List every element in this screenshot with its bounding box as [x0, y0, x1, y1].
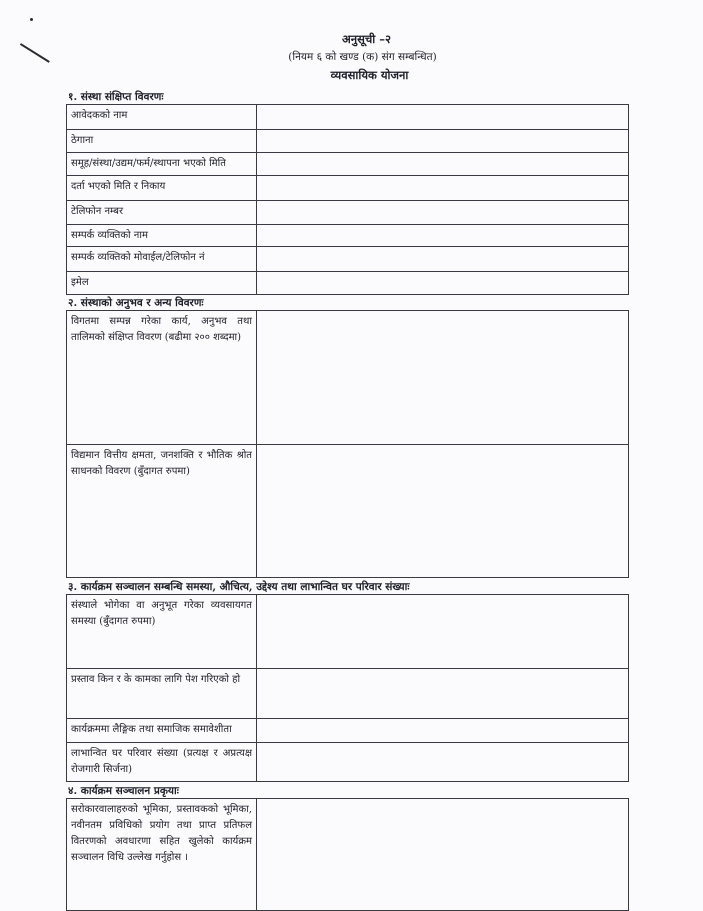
contact-mobile-field[interactable] — [257, 247, 629, 272]
row-label: सरोकारवालाहरुको भूमिका, प्रस्तावकको भूमिका, नवीनतम प्रविधिको प्रयोग तथा प्राप्त प्रतिफल वितरणको अवधारणा सहित खुलेको कार्यक्रम सञ्चालन विधि उल्लेख गर्नुहोस । — [67, 799, 257, 911]
problems-field[interactable] — [257, 595, 629, 669]
registration-field[interactable] — [257, 176, 629, 201]
capacity-field[interactable] — [257, 445, 629, 578]
row-label: ठेगाना — [67, 130, 257, 153]
section-1-title: १. संस्था संक्षिप्त विवरणः — [68, 91, 164, 103]
row-label: टेलिफोन नम्बर — [67, 201, 257, 225]
row-label: समूह/संस्था/उद्यम/फर्म/स्थापना भएको मिति — [67, 153, 257, 176]
row-label: विद्यमान वित्तीय क्षमता, जनशक्ति र भौतिक श्रोत साधनको विवरण (बुँदागत रुपमा) — [67, 445, 257, 578]
section-2-table — [66, 310, 629, 578]
operation-method-field[interactable] — [257, 799, 629, 911]
establishment-date-field[interactable] — [257, 153, 629, 176]
telephone-field[interactable] — [257, 201, 629, 225]
scan-mark-dot — [30, 18, 33, 21]
row-label: दर्ता भएको मिति र निकाय — [67, 176, 257, 201]
row-label: कार्यक्रममा लैङ्गिक तथा समाजिक समावेशीता — [67, 719, 257, 743]
document-title: व्यवसायिक योजना — [330, 68, 409, 82]
row-label: लाभान्वित घर परिवार संख्या (प्रत्यक्ष र अप्रत्यक्ष रोजगारी सिर्जना) — [67, 743, 257, 782]
row-label: संस्थाले भोगेका वा अनुभूत गरेका व्यवसायगत समस्या (बुँदागत रुपमा) — [67, 595, 257, 669]
address-field[interactable] — [257, 130, 629, 153]
contact-person-field[interactable] — [257, 225, 629, 247]
schedule-label: अनुसूची –२ — [342, 32, 391, 46]
email-field[interactable] — [257, 272, 629, 295]
rule-reference: (नियम ६ को खण्ड (क) संग सम्बन्धित) — [288, 51, 437, 63]
section-4-table — [66, 798, 629, 911]
row-label: सम्पर्क व्यक्तिको मोवाईल/टेलिफोन नं — [67, 247, 257, 272]
proposal-purpose-field[interactable] — [257, 669, 629, 719]
beneficiaries-field[interactable] — [257, 743, 629, 782]
row-label: विगतमा सम्पन्न गरेका कार्य, अनुभव तथा तालिमको संक्षिप्त विवरण (बढीमा २०० शब्दमा) — [67, 311, 257, 445]
row-label: इमेल — [67, 272, 257, 295]
document-header — [0, 30, 703, 84]
section-3-table — [66, 594, 629, 782]
row-label: सम्पर्क व्यक्तिको नाम — [67, 225, 257, 247]
section-4-title: ४. कार्यक्रम सञ्चालन प्रकृयाः — [68, 785, 179, 797]
experience-field[interactable] — [257, 311, 629, 445]
section-2-title: २. संस्थाको अनुभव र अन्य विवरणः — [68, 297, 204, 309]
row-label: प्रस्ताव किन र के कामका लागि पेश गरिएको हो — [67, 669, 257, 719]
section-3-title: ३. कार्यक्रम सञ्चालन सम्बन्धि समस्या, औचित्य, उद्देश्य तथा लाभान्वित घर परिवार संख्याः — [68, 581, 410, 593]
section-1-table — [66, 104, 629, 295]
applicant-name-field[interactable] — [257, 105, 629, 130]
row-label: आवेदकको नाम — [67, 105, 257, 130]
gesi-field[interactable] — [257, 719, 629, 743]
